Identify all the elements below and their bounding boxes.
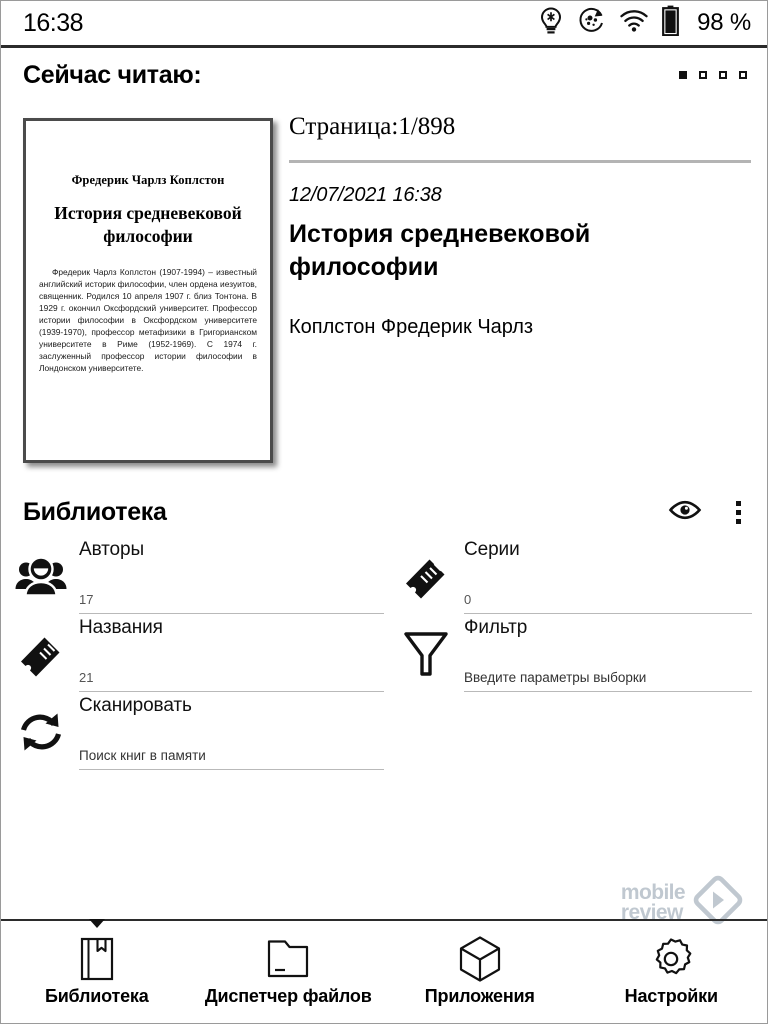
book-info xyxy=(289,106,751,339)
library-field-label: Сканировать xyxy=(79,695,192,716)
page-dot-1[interactable] xyxy=(679,71,687,79)
nav-label: Настройки xyxy=(624,986,718,1006)
nav-label: Библиотека xyxy=(44,986,149,1006)
cover-author-text: Фредерик Чарлз Коплстон xyxy=(71,173,225,187)
library-field-value: Поиск книг в памяти xyxy=(79,748,206,763)
nav-item-library[interactable] xyxy=(1,921,193,1023)
folder-icon xyxy=(266,934,310,984)
page-counter: Страница:1/898 xyxy=(289,113,456,140)
eye-icon[interactable] xyxy=(668,499,702,526)
field-underline xyxy=(79,769,384,770)
library-field-filter[interactable] xyxy=(386,614,768,692)
cube-icon xyxy=(458,934,502,984)
refresh-particles-icon[interactable] xyxy=(577,6,606,40)
frontlight-bulb-icon[interactable] xyxy=(538,6,564,41)
library-header xyxy=(1,488,767,536)
pencils-series-icon xyxy=(398,548,454,604)
book-last-read-date: 12/07/2021 16:38 xyxy=(289,184,442,206)
library-column-right xyxy=(386,536,768,692)
library-fields xyxy=(1,536,767,866)
nav-label: Приложения xyxy=(424,986,535,1006)
page-title: Сейчас читаю: xyxy=(23,60,202,89)
funnel-filter-icon xyxy=(398,626,454,682)
library-column-left xyxy=(1,536,384,770)
status-clock: 16:38 xyxy=(23,8,84,37)
info-divider xyxy=(289,160,751,163)
pencil-tag-icon xyxy=(13,626,69,682)
book-bookmark-icon xyxy=(77,934,117,984)
watermark-text xyxy=(620,880,685,924)
watermark-line-1: mobile xyxy=(620,880,685,904)
library-section-title: Библиотека xyxy=(23,497,167,526)
page-dot-3[interactable] xyxy=(719,71,727,79)
nav-item-applications[interactable] xyxy=(384,921,576,1023)
overflow-menu-icon[interactable] xyxy=(736,501,741,524)
book-author: Коплстон Фредерик Чарлз xyxy=(289,316,534,338)
page-dot-4[interactable] xyxy=(739,71,747,79)
now-reading-panel xyxy=(1,106,767,478)
library-field-series[interactable] xyxy=(386,536,768,614)
wifi-icon[interactable] xyxy=(619,9,649,38)
library-field-label: Авторы xyxy=(79,539,145,560)
cover-description-text: Фредерик Чарлз Коплстон (1907-1994) – известный английский историк философии, член ордена иезуитов, священник. Родился 10 апреля 1907 г. близ Тонтона. В 1929 г. окончил Оксфордский университет. Профессор истории философии в Оксфордском университете (1939-1970), профессор метафизики в Григорианском университете в Риме (1952-1969). С 1974 г. заслуженный профессор истории философии в Лондонском университете. xyxy=(39,266,257,373)
battery-icon xyxy=(662,5,679,41)
nav-item-settings[interactable] xyxy=(576,921,768,1023)
library-field-value: 0 xyxy=(464,592,472,607)
book-title[interactable]: История средневековой философии xyxy=(289,220,591,281)
watermark-line-2: review xyxy=(620,900,683,924)
library-field-label: Фильтр xyxy=(464,617,528,638)
library-field-value: 17 xyxy=(79,592,94,607)
people-group-icon xyxy=(13,548,69,604)
page-indicator-dots[interactable] xyxy=(679,71,747,79)
refresh-sync-icon xyxy=(13,704,69,760)
active-tab-indicator xyxy=(89,919,105,928)
library-actions xyxy=(668,499,741,526)
library-field-scan[interactable] xyxy=(1,692,384,770)
nav-label: Диспетчер файлов xyxy=(204,986,372,1006)
status-bar xyxy=(1,1,767,48)
library-field-value: 21 xyxy=(79,670,94,685)
field-underline xyxy=(464,691,752,692)
library-field-titles[interactable] xyxy=(1,614,384,692)
status-indicators xyxy=(538,5,751,41)
page-dot-2[interactable] xyxy=(699,71,707,79)
nav-item-file-manager[interactable] xyxy=(193,921,385,1023)
now-reading-header xyxy=(1,51,767,99)
library-field-value: Введите параметры выборки xyxy=(464,670,647,685)
bottom-navigation xyxy=(1,919,767,1023)
library-field-authors[interactable] xyxy=(1,536,384,614)
cover-title-text: История средневековой философии xyxy=(54,203,242,247)
battery-percent-label: 98 % xyxy=(697,9,751,36)
library-field-label: Названия xyxy=(79,617,163,638)
library-field-label: Серии xyxy=(464,539,520,560)
gear-icon xyxy=(648,934,694,984)
book-cover[interactable] xyxy=(23,118,273,463)
